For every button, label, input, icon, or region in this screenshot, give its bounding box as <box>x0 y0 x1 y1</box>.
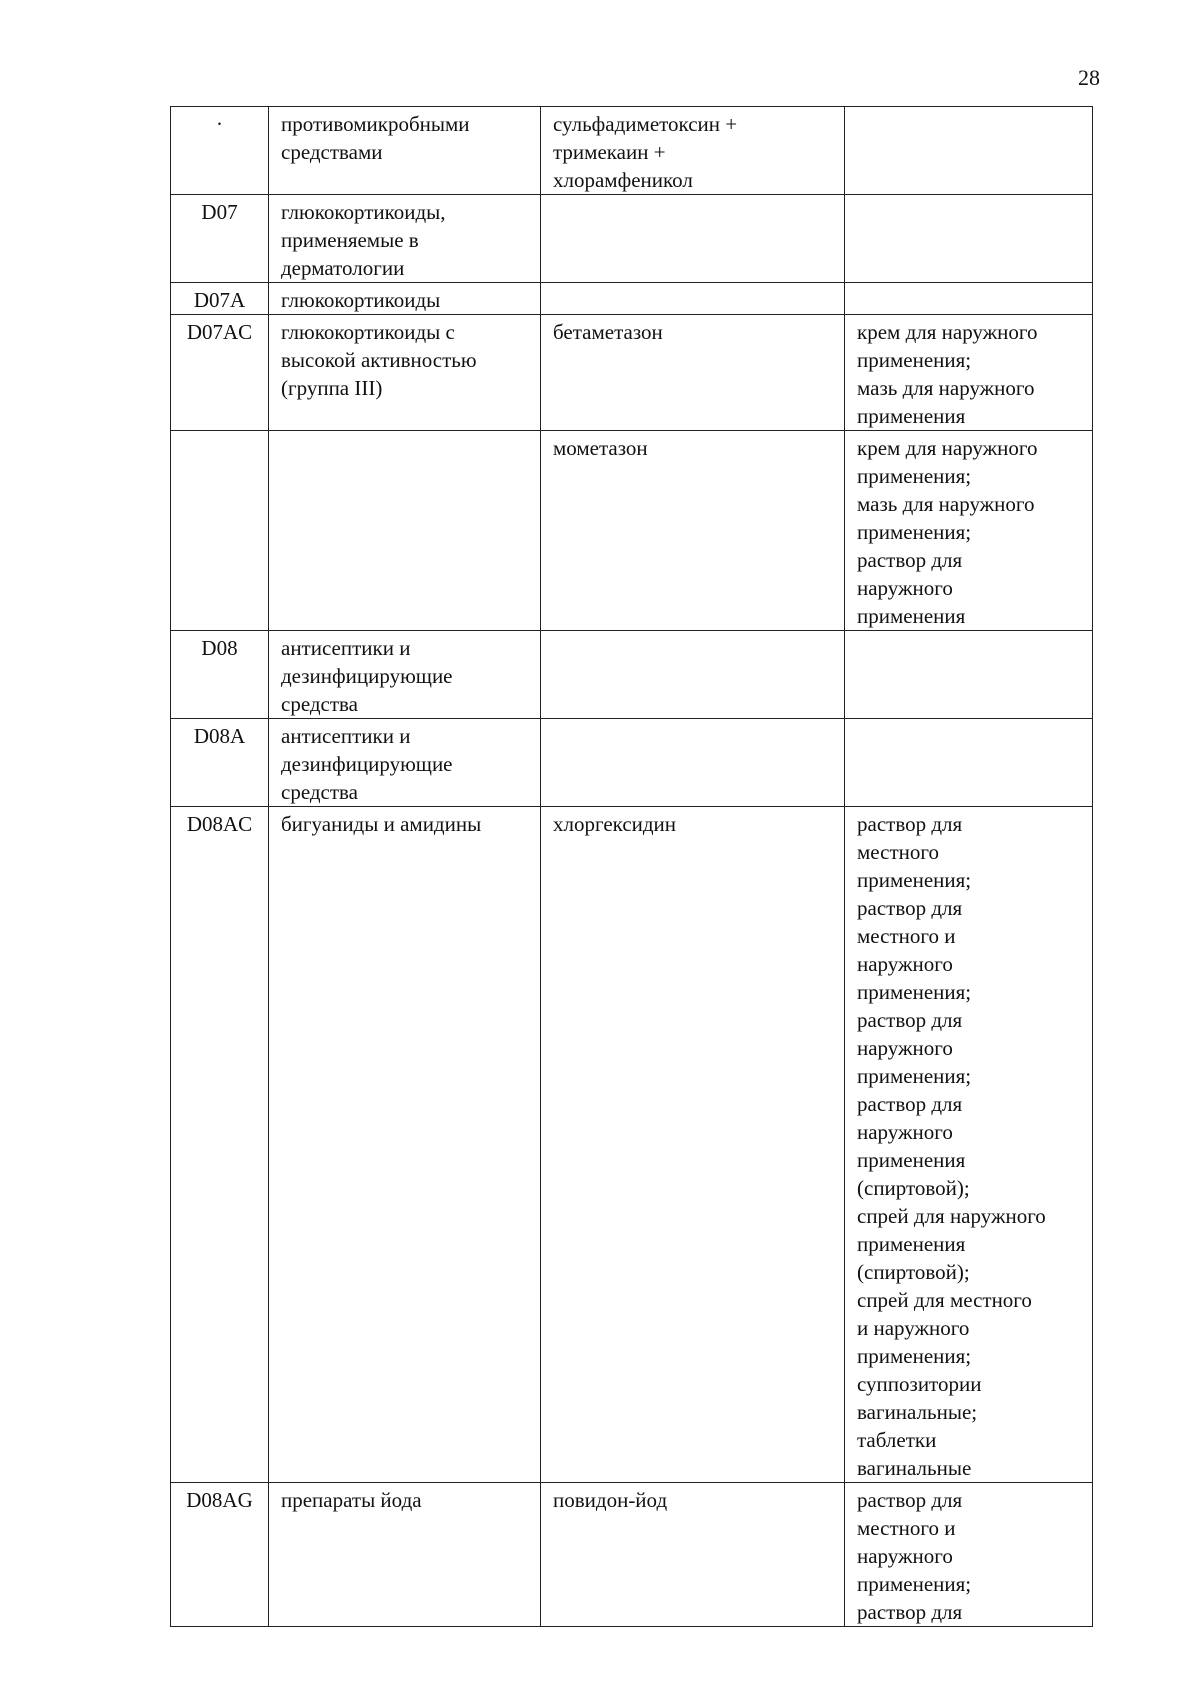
cell-text: D07A <box>193 288 246 312</box>
table-row <box>171 431 1093 631</box>
drug-name-cell <box>541 315 845 431</box>
cell-text-line: наружного <box>857 952 953 976</box>
cell-text: D07 <box>201 200 238 224</box>
cell-text-line: и наружного <box>857 1316 970 1340</box>
cell-text-line: средствами <box>281 140 383 164</box>
table-row <box>171 719 1093 807</box>
cell-text-line: местного и <box>857 1516 956 1540</box>
cell-text-line: применения; <box>857 1572 972 1596</box>
cell-text-line: спрей для наружного <box>857 1204 1046 1228</box>
cell-text-line: высокой активностью <box>281 348 477 372</box>
cell-text-line: мометазон <box>553 436 648 460</box>
anatomical-group-cell <box>269 107 541 195</box>
cell-text-line: применения <box>857 404 966 428</box>
cell-text-line: препараты йода <box>281 1488 422 1512</box>
cell-text-line: наружного <box>857 1544 953 1568</box>
table-row <box>171 195 1093 283</box>
table-row <box>171 1483 1093 1627</box>
dosage-form-cell <box>845 631 1093 719</box>
cell-text-line: глюкокортикоиды <box>281 288 441 312</box>
dosage-form-cell <box>845 719 1093 807</box>
dosage-form-cell <box>845 807 1093 1483</box>
drug-name-cell <box>541 719 845 807</box>
atc-code-cell <box>171 431 269 631</box>
drug-name-cell <box>541 431 845 631</box>
dosage-form-cell <box>845 431 1093 631</box>
drug-name-cell <box>541 195 845 283</box>
cell-text-line: спрей для местного <box>857 1288 1032 1312</box>
cell-text-line: раствор для <box>857 548 963 572</box>
cell-text-line: хлорамфеникол <box>553 168 693 192</box>
cell-text-line: раствор для <box>857 1600 963 1624</box>
cell-text-line: применения; <box>857 520 972 544</box>
atc-code-cell <box>171 283 269 315</box>
cell-text: · <box>216 112 223 136</box>
cell-text-line: дерматологии <box>281 256 405 280</box>
cell-text-line: применения <box>857 604 966 628</box>
atc-code-cell <box>171 807 269 1483</box>
cell-text: D08A <box>193 724 246 748</box>
drug-name-cell <box>541 107 845 195</box>
table-row <box>171 631 1093 719</box>
cell-text-line: антисептики и <box>281 636 411 660</box>
cell-text-line: применения; <box>857 1344 972 1368</box>
cell-text-line: наружного <box>857 1036 953 1060</box>
cell-text-line: повидон-йод <box>553 1488 668 1512</box>
cell-text-line: бигуаниды и амидины <box>281 812 482 836</box>
cell-text-line: дезинфицирующие <box>281 752 453 776</box>
atc-code-cell <box>171 195 269 283</box>
atc-code-cell <box>171 1483 269 1627</box>
anatomical-group-cell <box>269 195 541 283</box>
table-row <box>171 107 1093 195</box>
cell-text-line: местного и <box>857 924 956 948</box>
cell-text: D08AC <box>186 812 253 836</box>
cell-text: D07AC <box>186 320 253 344</box>
cell-text-line: (спиртовой); <box>857 1260 970 1284</box>
cell-text-line: применения <box>857 1232 966 1256</box>
cell-text-line: применяемые в <box>281 228 419 252</box>
cell-text-line: раствор для <box>857 812 963 836</box>
cell-text-line: раствор для <box>857 1092 963 1116</box>
cell-text-line: мазь для наружного <box>857 492 1035 516</box>
cell-text-line: местного <box>857 840 939 864</box>
cell-text-line: наружного <box>857 1120 953 1144</box>
cell-text-line: противомикробными <box>281 112 470 136</box>
cell-text-line: бетаметазон <box>553 320 663 344</box>
anatomical-group-cell <box>269 719 541 807</box>
cell-text-line: (группа III) <box>281 376 383 400</box>
atc-code-cell <box>171 107 269 195</box>
drug-name-cell <box>541 1483 845 1627</box>
cell-text: D08AG <box>186 1488 253 1512</box>
page-number: 28 <box>1078 65 1100 90</box>
cell-text-line: применения; <box>857 980 972 1004</box>
anatomical-group-cell <box>269 631 541 719</box>
cell-text-line: применения; <box>857 868 972 892</box>
table-row <box>171 807 1093 1483</box>
table-row <box>171 283 1093 315</box>
cell-text-line: мазь для наружного <box>857 376 1035 400</box>
cell-text-line: средства <box>281 692 359 716</box>
atc-code-cell <box>171 719 269 807</box>
anatomical-group-cell <box>269 315 541 431</box>
cell-text-line: глюкокортикоиды, <box>281 200 446 224</box>
cell-text-line: наружного <box>857 576 953 600</box>
cell-text-line: применения; <box>857 464 972 488</box>
drug-name-cell <box>541 807 845 1483</box>
anatomical-group-cell <box>269 431 541 631</box>
cell-text-line: раствор для <box>857 1488 963 1512</box>
table-row <box>171 315 1093 431</box>
cell-text-line: крем для наружного <box>857 320 1038 344</box>
anatomical-group-cell <box>269 1483 541 1627</box>
medication-table <box>170 106 1093 1627</box>
cell-text-line: сульфадиметоксин + <box>553 112 738 136</box>
drug-name-cell <box>541 283 845 315</box>
cell-text-line: крем для наружного <box>857 436 1038 460</box>
cell-text-line: средства <box>281 780 359 804</box>
cell-text-line: (спиртовой); <box>857 1176 970 1200</box>
dosage-form-cell <box>845 315 1093 431</box>
cell-text-line: вагинальные <box>857 1456 972 1480</box>
anatomical-group-cell <box>269 807 541 1483</box>
cell-text: D08 <box>201 636 238 660</box>
cell-text-line: таблетки <box>857 1428 937 1452</box>
cell-text-line: применения <box>857 1148 966 1172</box>
cell-text-line: вагинальные; <box>857 1400 978 1424</box>
cell-text-line: дезинфицирующие <box>281 664 453 688</box>
dosage-form-cell <box>845 1483 1093 1627</box>
cell-text-line: раствор для <box>857 1008 963 1032</box>
dosage-form-cell <box>845 107 1093 195</box>
dosage-form-cell <box>845 283 1093 315</box>
cell-text-line: суппозитории <box>857 1372 982 1396</box>
cell-text-line: антисептики и <box>281 724 411 748</box>
cell-text-line: глюкокортикоиды с <box>281 320 455 344</box>
cell-text-line: раствор для <box>857 896 963 920</box>
cell-text-line: применения; <box>857 1064 972 1088</box>
cell-text-line: применения; <box>857 348 972 372</box>
cell-text-line: хлоргексидин <box>553 812 677 836</box>
anatomical-group-cell <box>269 283 541 315</box>
drug-name-cell <box>541 631 845 719</box>
cell-text-line: тримекаин + <box>553 140 666 164</box>
dosage-form-cell <box>845 195 1093 283</box>
atc-code-cell <box>171 315 269 431</box>
atc-code-cell <box>171 631 269 719</box>
